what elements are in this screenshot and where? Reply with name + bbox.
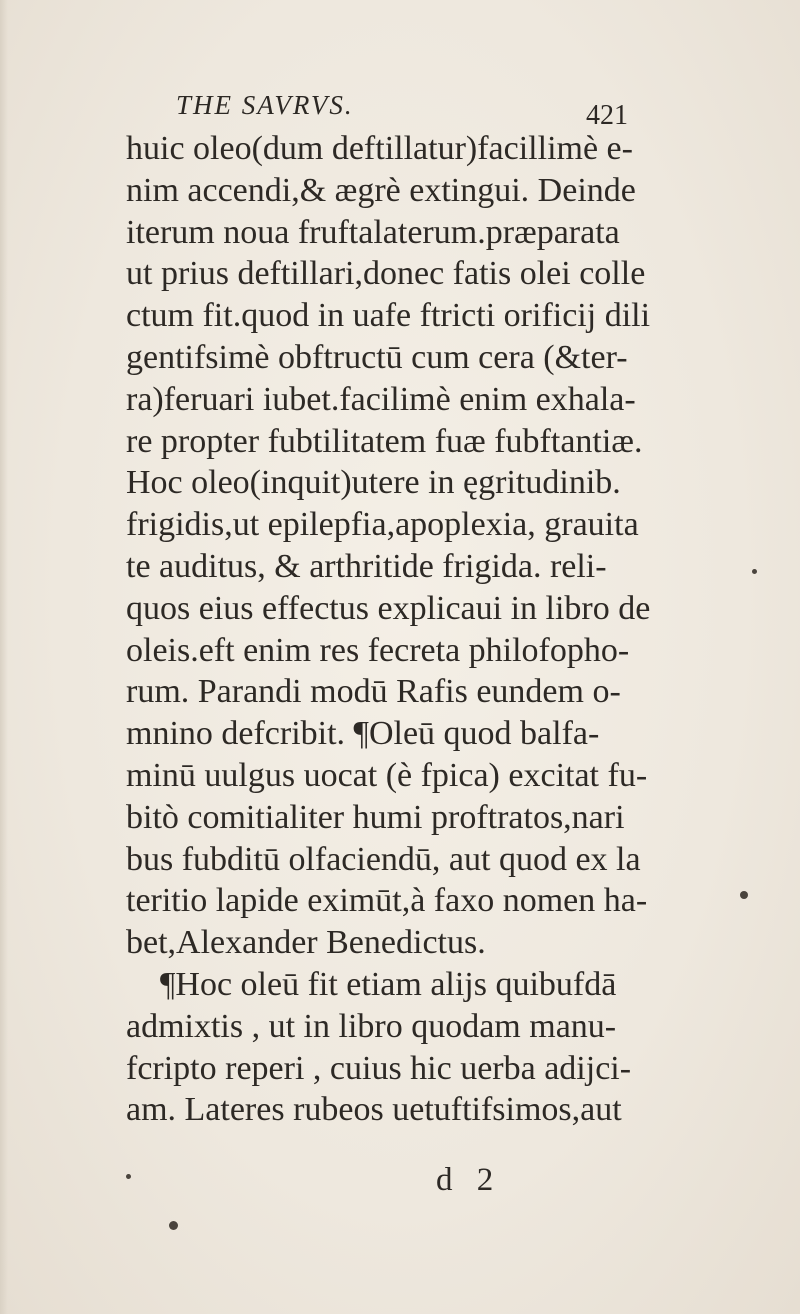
ink-speck (740, 891, 748, 899)
text-line: bitò comitialiter humi proftratos,nari (126, 798, 625, 836)
text-line: mnino defcribit. ¶Oleū quod balfa- (126, 715, 600, 753)
text-line: teritio lapide eximūt,à faxo nomen ha- (126, 882, 648, 920)
text-line: iterum noua fruftalaterum.præparata (126, 213, 620, 251)
text-line: huic oleo(dum deftillatur)facillimè e- (126, 130, 633, 167)
ink-speck (169, 1221, 178, 1230)
ink-speck (752, 569, 757, 574)
text-line: rum. Parandi modū Rafis eundem o- (126, 673, 621, 711)
text-line: ¶Hoc oleū fit etiam alijs quibufdā (160, 965, 617, 1003)
text-line: minū uulgus uocat (è fpica) excitat fu- (126, 756, 648, 794)
text-line: am. Lateres rubeos uetuftifsimos,aut (126, 1091, 622, 1129)
page-number: 421 (586, 100, 628, 131)
text-line: re propter fubtilitatem fuæ fubftantiæ. (126, 422, 643, 460)
text-line: ra)feruari iubet.facilimè enim exhala- (126, 380, 636, 418)
text-line: ctum fit.quod in uafe ftricti orificij dili (126, 297, 651, 335)
text-line: Hoc oleo(inquit)utere in ęgritudinib. (126, 464, 621, 502)
body-text (126, 128, 666, 1131)
text-line: nim accendi,& ægrè extingui. Deinde (126, 171, 636, 209)
signature-line (126, 1162, 666, 1202)
page-gutter-shadow (0, 0, 8, 1314)
text-line: frigidis,ut epilepfia,apoplexia, grauita (126, 506, 639, 544)
ink-speck (126, 1174, 131, 1179)
signature-mark: d 2 (436, 1162, 502, 1198)
text-line: quos eius effectus explicaui in libro de (126, 589, 651, 627)
text-line: bet,Alexander Benedictus. (126, 924, 486, 962)
text-line: fcripto reperi , cuius hic uerba adijci- (126, 1049, 632, 1087)
text-line: te auditus, & arthritide frigida. reli- (126, 547, 607, 585)
text-line: gentifsimè obftructū cum cera (&ter- (126, 338, 628, 376)
text-line: admixtis , ut in libro quodam manu- (126, 1007, 617, 1045)
text-line: ut prius deftillari,donec fatis olei colle (126, 255, 646, 293)
text-line: bus fubditū olfaciendū, aut quod ex la (126, 840, 641, 878)
text-line: oleis.eft enim res fecreta philofopho- (126, 631, 630, 669)
running-head: THE SAVRVS. (176, 90, 354, 120)
